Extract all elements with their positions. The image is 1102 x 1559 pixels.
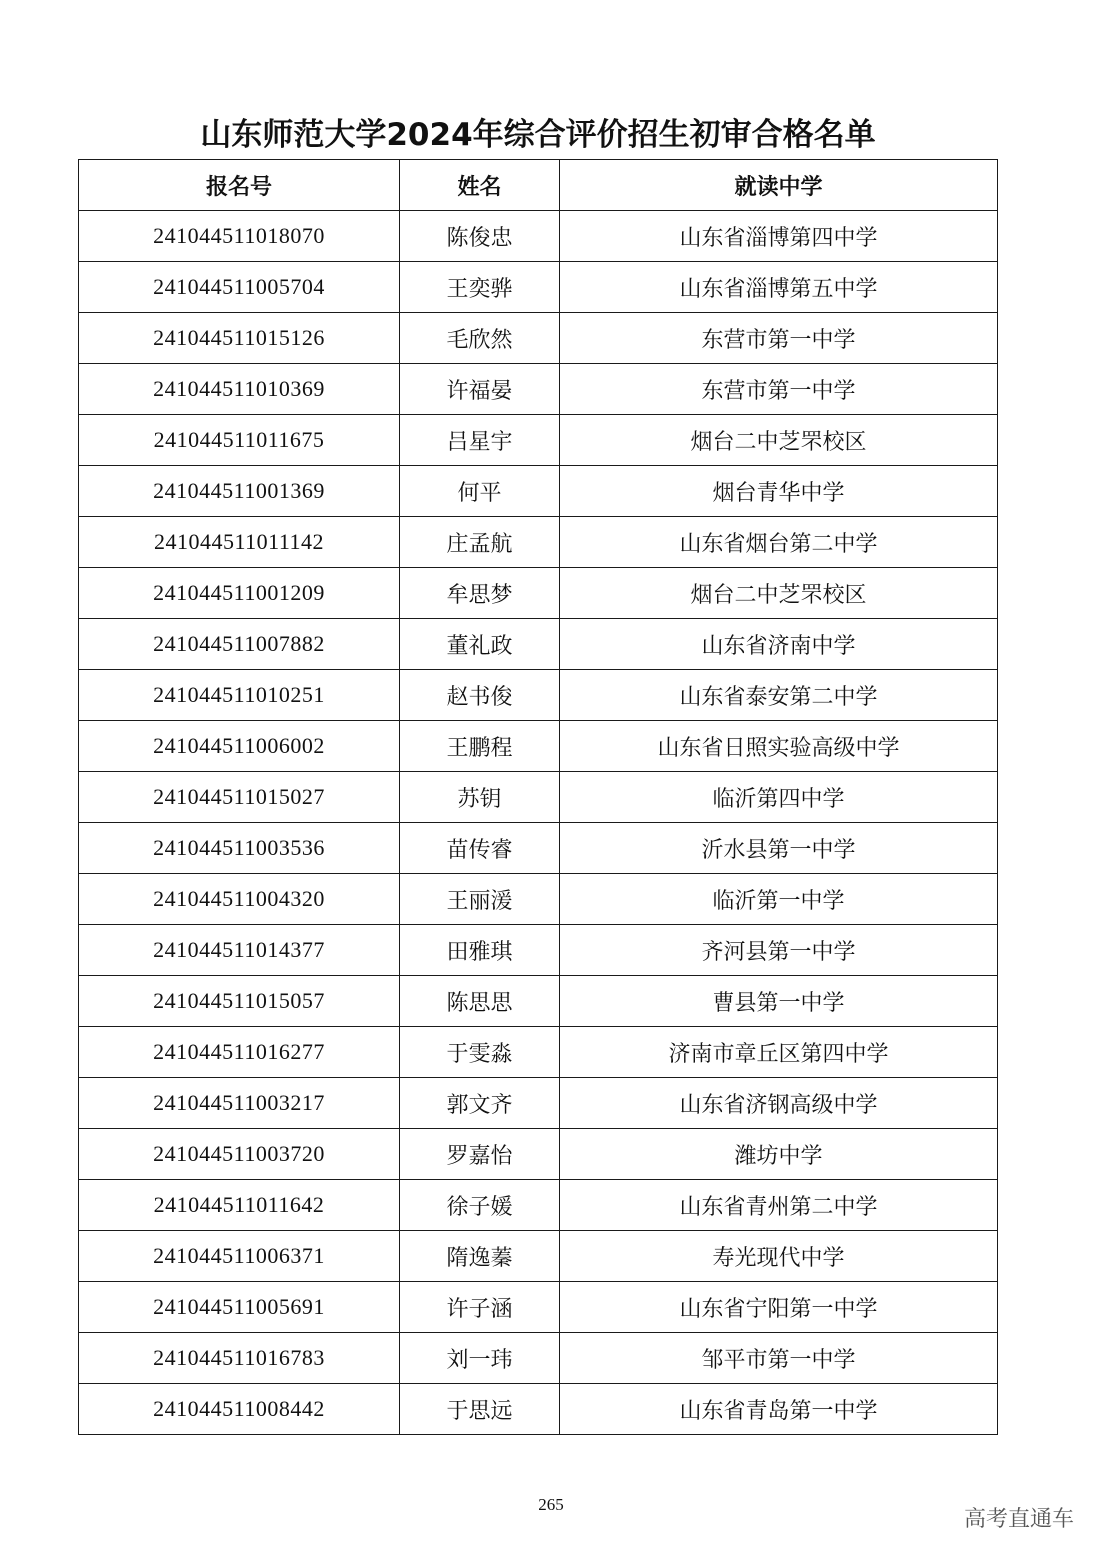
registration-number-cell: 241044511018070 <box>79 211 400 262</box>
table-row <box>79 262 998 313</box>
school-name-cell: 烟台二中芝罘校区 <box>560 568 998 619</box>
registration-number-cell: 241044511004320 <box>79 874 400 925</box>
registration-number-cell: 241044511001369 <box>79 466 400 517</box>
student-name-cell: 隋逸蓁 <box>400 1231 560 1282</box>
table-row <box>79 619 998 670</box>
school-name-cell: 济南市章丘区第四中学 <box>560 1027 998 1078</box>
school-name-cell: 邹平市第一中学 <box>560 1333 998 1384</box>
registration-number-cell: 241044511015126 <box>79 313 400 364</box>
student-name-cell: 罗嘉怡 <box>400 1129 560 1180</box>
table-row <box>79 1129 998 1180</box>
student-name-cell: 田雅琪 <box>400 925 560 976</box>
school-name-cell: 齐河县第一中学 <box>560 925 998 976</box>
student-name-cell: 徐子媛 <box>400 1180 560 1231</box>
student-name-cell: 赵书俊 <box>400 670 560 721</box>
registration-number-cell: 241044511003720 <box>79 1129 400 1180</box>
school-name-cell: 烟台青华中学 <box>560 466 998 517</box>
registration-number-cell: 241044511006002 <box>79 721 400 772</box>
page-title: 山东师范大学2024年综合评价招生初审合格名单 <box>200 117 876 153</box>
table-row <box>79 1027 998 1078</box>
school-name-cell: 山东省青岛第一中学 <box>560 1384 998 1435</box>
registration-number-cell: 241044511003217 <box>79 1078 400 1129</box>
student-name-cell: 许子涵 <box>400 1282 560 1333</box>
registration-number-cell: 241044511005704 <box>79 262 400 313</box>
school-name-cell: 沂水县第一中学 <box>560 823 998 874</box>
table-row <box>79 364 998 415</box>
school-name-cell: 烟台二中芝罘校区 <box>560 415 998 466</box>
registration-number-cell: 241044511007882 <box>79 619 400 670</box>
student-name-cell: 于雯淼 <box>400 1027 560 1078</box>
student-name-cell: 陈俊忠 <box>400 211 560 262</box>
table-row <box>79 976 998 1027</box>
student-name-cell: 刘一玮 <box>400 1333 560 1384</box>
school-name-cell: 寿光现代中学 <box>560 1231 998 1282</box>
admission-list-table <box>78 159 998 1435</box>
school-name-cell: 临沂第一中学 <box>560 874 998 925</box>
table-header-row <box>79 160 998 211</box>
school-name-cell: 山东省济钢高级中学 <box>560 1078 998 1129</box>
school-name-cell: 东营市第一中学 <box>560 364 998 415</box>
table-row <box>79 823 998 874</box>
registration-number-cell: 241044511005691 <box>79 1282 400 1333</box>
table-row <box>79 568 998 619</box>
registration-number-cell: 241044511014377 <box>79 925 400 976</box>
school-name-cell: 山东省济南中学 <box>560 619 998 670</box>
table-row <box>79 874 998 925</box>
school-name-cell: 山东省宁阳第一中学 <box>560 1282 998 1333</box>
table-row <box>79 1384 998 1435</box>
registration-number-cell: 241044511010369 <box>79 364 400 415</box>
school-name-cell: 潍坊中学 <box>560 1129 998 1180</box>
column-header-name: 姓名 <box>400 160 560 211</box>
student-name-cell: 毛欣然 <box>400 313 560 364</box>
school-name-cell: 山东省青州第二中学 <box>560 1180 998 1231</box>
page-number: 265 <box>538 1495 564 1514</box>
school-name-cell: 曹县第一中学 <box>560 976 998 1027</box>
student-name-cell: 庄孟航 <box>400 517 560 568</box>
registration-number-cell: 241044511010251 <box>79 670 400 721</box>
table-row <box>79 1282 998 1333</box>
student-name-cell: 许福晏 <box>400 364 560 415</box>
table-row <box>79 415 998 466</box>
registration-number-cell: 241044511008442 <box>79 1384 400 1435</box>
registration-number-cell: 241044511011142 <box>79 517 400 568</box>
registration-number-cell: 241044511016783 <box>79 1333 400 1384</box>
table-row <box>79 466 998 517</box>
student-name-cell: 吕星宇 <box>400 415 560 466</box>
table-row <box>79 772 998 823</box>
student-name-cell: 牟思梦 <box>400 568 560 619</box>
student-name-cell: 苗传睿 <box>400 823 560 874</box>
table-body <box>79 211 998 1435</box>
student-name-cell: 郭文齐 <box>400 1078 560 1129</box>
table-row <box>79 1333 998 1384</box>
school-name-cell: 东营市第一中学 <box>560 313 998 364</box>
student-name-cell: 何平 <box>400 466 560 517</box>
registration-number-cell: 241044511011675 <box>79 415 400 466</box>
student-name-cell: 于思远 <box>400 1384 560 1435</box>
registration-number-cell: 241044511006371 <box>79 1231 400 1282</box>
table-row <box>79 1231 998 1282</box>
student-name-cell: 王丽湲 <box>400 874 560 925</box>
registration-number-cell: 241044511003536 <box>79 823 400 874</box>
student-name-cell: 苏钥 <box>400 772 560 823</box>
school-name-cell: 山东省日照实验高级中学 <box>560 721 998 772</box>
student-name-cell: 王奕骅 <box>400 262 560 313</box>
table-row <box>79 313 998 364</box>
table-row <box>79 925 998 976</box>
table-row <box>79 517 998 568</box>
registration-number-cell: 241044511001209 <box>79 568 400 619</box>
registration-number-cell: 241044511015057 <box>79 976 400 1027</box>
registration-number-cell: 241044511011642 <box>79 1180 400 1231</box>
registration-number-cell: 241044511015027 <box>79 772 400 823</box>
school-name-cell: 山东省淄博第五中学 <box>560 262 998 313</box>
student-name-cell: 陈思思 <box>400 976 560 1027</box>
school-name-cell: 临沂第四中学 <box>560 772 998 823</box>
school-name-cell: 山东省泰安第二中学 <box>560 670 998 721</box>
table-row <box>79 670 998 721</box>
watermark: 高考直通车 <box>963 1507 1074 1532</box>
school-name-cell: 山东省淄博第四中学 <box>560 211 998 262</box>
column-header-school: 就读中学 <box>560 160 998 211</box>
table-row <box>79 721 998 772</box>
school-name-cell: 山东省烟台第二中学 <box>560 517 998 568</box>
column-header-registration-number: 报名号 <box>79 160 400 211</box>
student-name-cell: 董礼政 <box>400 619 560 670</box>
table-row <box>79 1078 998 1129</box>
student-name-cell: 王鹏程 <box>400 721 560 772</box>
registration-number-cell: 241044511016277 <box>79 1027 400 1078</box>
table-row <box>79 1180 998 1231</box>
table-row <box>79 211 998 262</box>
